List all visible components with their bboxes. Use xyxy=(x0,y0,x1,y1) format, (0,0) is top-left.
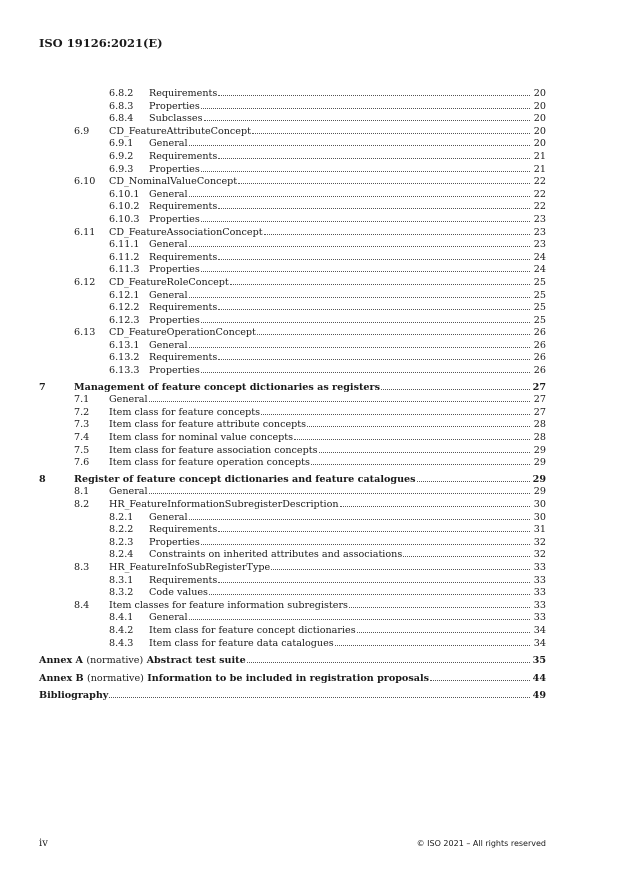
toc-entry[interactable] xyxy=(39,189,546,202)
toc-entry[interactable] xyxy=(39,352,546,365)
dot-leader xyxy=(247,662,530,663)
toc-entry-title xyxy=(149,290,530,303)
toc-entry-text: Requirements xyxy=(149,251,218,263)
toc-entry-number: 8.2.3 xyxy=(109,536,134,548)
toc-entry-number: 8.3 xyxy=(74,561,90,573)
dot-leader xyxy=(349,607,530,608)
dot-leader xyxy=(252,133,530,134)
toc-entry[interactable] xyxy=(39,394,546,407)
toc-entry[interactable] xyxy=(39,587,546,600)
dot-leader xyxy=(189,145,530,146)
toc-entry[interactable] xyxy=(39,537,546,550)
page-number: iv xyxy=(39,838,48,849)
toc-entry-text: CD_FeatureRoleConcept xyxy=(109,276,229,288)
toc-entry[interactable] xyxy=(39,432,546,445)
toc-entry-page: 20 xyxy=(533,113,546,125)
toc-entry-text: Requirements xyxy=(149,352,218,364)
toc-entry-page: 29 xyxy=(533,444,546,456)
toc-entry-text: Item class for feature concept dictionaries xyxy=(149,624,356,636)
toc-entry-page: 27 xyxy=(533,406,546,418)
toc-entry-title xyxy=(149,587,530,600)
toc-entry-page: 34 xyxy=(533,624,546,636)
toc-entry-title xyxy=(149,340,530,353)
toc-entry-page: 25 xyxy=(533,302,546,314)
toc-entry[interactable] xyxy=(39,214,546,227)
toc-entry-title xyxy=(149,252,530,265)
toc-entry-page: 22 xyxy=(533,188,546,200)
toc-entry-title xyxy=(109,486,530,499)
toc-entry-title xyxy=(149,524,530,537)
toc-entry-number: 7.3 xyxy=(74,419,90,431)
toc-entry-page: 32 xyxy=(533,549,546,561)
dot-leader xyxy=(335,645,530,646)
toc-annex-text xyxy=(39,673,430,686)
toc-entry-number: 7.2 xyxy=(74,406,90,418)
toc-entry[interactable] xyxy=(39,315,546,328)
dot-leader xyxy=(417,481,530,482)
toc-entry-title xyxy=(109,407,530,420)
toc-entry-number: 6.8.3 xyxy=(109,100,134,112)
toc-entry-title xyxy=(109,126,530,139)
toc-entry[interactable] xyxy=(39,549,546,562)
toc-entry[interactable] xyxy=(39,407,546,420)
toc-entry-title xyxy=(149,101,530,114)
toc-entry-number: 7.6 xyxy=(74,457,90,469)
toc-entry-text: Item class for feature data catalogues xyxy=(149,637,334,649)
toc-entry[interactable] xyxy=(39,201,546,214)
toc-entry-number: 6.11.2 xyxy=(109,251,140,263)
toc-entry-text: General xyxy=(149,188,188,200)
toc-entry-title xyxy=(149,138,530,151)
toc-entry-page: 22 xyxy=(533,176,546,188)
dot-leader xyxy=(340,506,530,507)
dot-leader xyxy=(218,531,530,532)
toc-entry-title xyxy=(149,201,530,214)
toc-entry-page: 34 xyxy=(533,637,546,649)
dot-leader xyxy=(218,158,530,159)
toc-entry-number: 6.8.4 xyxy=(109,113,134,125)
toc-entry[interactable] xyxy=(39,382,546,395)
annex-title: Abstract test suite xyxy=(146,655,246,667)
toc-entry-page: 29 xyxy=(533,457,546,469)
toc-entry-page: 27 xyxy=(533,394,546,406)
dot-leader xyxy=(201,372,530,373)
toc-entry[interactable] xyxy=(39,340,546,353)
toc-entry[interactable] xyxy=(39,176,546,189)
toc-entry[interactable] xyxy=(39,101,546,114)
toc-entry-title xyxy=(149,189,530,202)
toc-entry-title xyxy=(109,176,530,189)
toc-entry-title xyxy=(109,227,530,240)
toc-entry-number: 6.12.1 xyxy=(109,289,140,301)
toc-entry-number: 8.3.1 xyxy=(109,574,134,586)
toc-entry-title xyxy=(149,164,530,177)
toc-entry-title xyxy=(149,365,530,378)
toc-entry[interactable] xyxy=(39,113,546,126)
dot-leader xyxy=(209,594,530,595)
toc-entry[interactable] xyxy=(39,612,546,625)
toc-entry-number: 6.11 xyxy=(74,226,96,238)
toc-entry-text: Item class for feature concepts xyxy=(109,406,261,418)
toc-entry[interactable] xyxy=(39,239,546,252)
toc-entry-text: HR_FeatureInformationSubregisterDescription xyxy=(109,499,339,510)
toc-entry-title xyxy=(109,445,530,458)
toc-entry-page: 20 xyxy=(533,100,546,112)
toc-entry[interactable] xyxy=(39,302,546,315)
toc-entry[interactable] xyxy=(39,562,546,575)
toc-entry-page: 33 xyxy=(533,561,546,573)
toc-entry-number: 8.4.3 xyxy=(109,637,134,649)
dot-leader xyxy=(257,334,530,335)
toc-entry[interactable] xyxy=(39,88,546,101)
toc-entry-text: Properties xyxy=(149,264,200,276)
dot-leader xyxy=(218,582,530,583)
toc-entry-title xyxy=(149,88,530,101)
toc-entry-text: Properties xyxy=(149,213,200,225)
toc-entry-page: 26 xyxy=(533,352,546,364)
toc-entry[interactable] xyxy=(39,227,546,240)
toc-entry-title xyxy=(149,239,530,252)
toc-entry-page: 26 xyxy=(533,339,546,351)
toc-entry-number: 8.2.4 xyxy=(109,549,134,561)
toc-entry[interactable] xyxy=(39,524,546,537)
dot-leader xyxy=(357,632,530,633)
toc-annex-title xyxy=(39,673,530,686)
toc-entry-number: 8.4.2 xyxy=(109,624,134,636)
dot-leader xyxy=(201,271,530,272)
toc-entry-title xyxy=(149,549,530,562)
toc-entry-title xyxy=(109,277,530,290)
dot-leader xyxy=(294,439,530,440)
toc-entry-text: Item class for feature operation concepts xyxy=(109,457,310,469)
toc-annex-entry[interactable] xyxy=(39,655,546,668)
dot-leader xyxy=(189,347,530,348)
toc-entry[interactable] xyxy=(39,512,546,525)
toc-entry-page: 20 xyxy=(533,125,546,137)
toc-entry-title xyxy=(109,394,530,407)
toc-entry-page: 28 xyxy=(533,419,546,431)
toc-entry-page: 23 xyxy=(533,226,546,238)
toc-entry-number: 6.11.1 xyxy=(109,239,140,251)
toc-entry-text: Requirements xyxy=(149,88,218,99)
toc-annex-text xyxy=(39,655,247,668)
toc-entry-text: Requirements xyxy=(149,302,218,314)
toc-entry-page: 22 xyxy=(533,201,546,213)
toc-entry-text: General xyxy=(109,394,148,406)
dot-leader xyxy=(201,322,530,323)
toc-entry-title xyxy=(149,352,530,365)
toc-entry[interactable] xyxy=(39,575,546,588)
toc-entry[interactable] xyxy=(39,499,546,512)
dot-leader xyxy=(381,389,530,390)
toc-entry-number: 8.2.1 xyxy=(109,511,134,523)
toc-entry[interactable] xyxy=(39,419,546,432)
toc-entry-number: 6.10.2 xyxy=(109,201,140,213)
annex-title: Information to be included in registration proposals xyxy=(147,672,429,684)
copyright-notice: © ISO 2021 – All rights reserved xyxy=(416,839,546,848)
toc-entry-title xyxy=(109,327,530,340)
toc-entry-title xyxy=(149,151,530,164)
toc-entry-title xyxy=(149,302,530,315)
dot-leader xyxy=(238,183,530,184)
toc-entry-title xyxy=(149,625,530,638)
toc-entry-number: 7.1 xyxy=(74,394,90,406)
toc-entry-number: 6.8.2 xyxy=(109,88,134,99)
toc-entry[interactable] xyxy=(39,445,546,458)
dot-leader xyxy=(430,680,530,681)
toc-entry-page: 20 xyxy=(533,138,546,150)
toc-entry-number: 8.1 xyxy=(74,486,90,498)
annex-label: Bibliography xyxy=(39,690,109,702)
toc-entry-text: General xyxy=(149,289,188,301)
toc-entry-text: Requirements xyxy=(149,524,218,536)
toc-entry-text: Subclasses xyxy=(149,113,203,125)
toc-entry[interactable] xyxy=(39,457,546,470)
toc-entry-text: Code values xyxy=(149,587,208,599)
toc-entry-page: 24 xyxy=(533,251,546,263)
toc-entry-title xyxy=(109,562,530,575)
toc-entry-page: 26 xyxy=(533,365,546,377)
document-id: ISO 19126:2021(E) xyxy=(39,36,163,50)
toc-entry-text: Requirements xyxy=(149,201,218,213)
toc-entry[interactable] xyxy=(39,264,546,277)
toc-entry[interactable] xyxy=(39,126,546,139)
toc-entry-number: 8 xyxy=(39,473,46,485)
toc-entry-text: Item classes for feature information subregisters xyxy=(109,599,348,611)
toc-entry-title xyxy=(109,499,530,512)
toc-entry-page: 21 xyxy=(533,150,546,162)
toc-entry-number: 6.12.2 xyxy=(109,302,140,314)
toc-entry-page: 23 xyxy=(533,213,546,225)
toc-entry[interactable] xyxy=(39,290,546,303)
toc-entry-text: Requirements xyxy=(149,150,218,162)
dot-leader xyxy=(307,426,530,427)
annex-kind: (normative) xyxy=(87,672,144,684)
table-of-contents xyxy=(39,88,546,703)
toc-entry-title xyxy=(109,600,530,613)
toc-entry-number: 6.9 xyxy=(74,125,90,137)
toc-entry-number: 6.10.1 xyxy=(109,188,140,200)
dot-leader xyxy=(261,414,530,415)
toc-entry-text: Properties xyxy=(149,365,200,377)
toc-entry-text: CD_NominalValueConcept xyxy=(109,176,238,188)
toc-entry[interactable] xyxy=(39,164,546,177)
toc-entry[interactable] xyxy=(39,365,546,378)
toc-entry-title xyxy=(109,432,530,445)
toc-entry-text: Requirements xyxy=(149,574,218,586)
toc-entry-title xyxy=(149,264,530,277)
toc-entry-title xyxy=(109,419,530,432)
toc-annex-entry[interactable] xyxy=(39,673,546,686)
toc-annex-page: 35 xyxy=(532,655,546,667)
dot-leader xyxy=(218,208,530,209)
toc-entry-number: 6.11.3 xyxy=(109,264,140,276)
toc-entry-text: Register of feature concept dictionaries and feature catalogues xyxy=(74,473,416,485)
toc-entry-number: 7.4 xyxy=(74,432,90,444)
toc-entry-number: 8.2 xyxy=(74,499,90,510)
toc-entry-page: 30 xyxy=(533,499,546,510)
dot-leader xyxy=(201,171,530,172)
toc-entry-page: 25 xyxy=(533,276,546,288)
toc-entry-title xyxy=(149,512,530,525)
toc-entry-title xyxy=(149,638,530,651)
annex-kind: (normative) xyxy=(86,655,144,667)
toc-entry[interactable] xyxy=(39,625,546,638)
toc-entry-number: 6.9.3 xyxy=(109,163,134,175)
dot-leader xyxy=(189,619,530,620)
toc-entry-page: 23 xyxy=(533,239,546,251)
toc-entry-number: 8.4.1 xyxy=(109,612,134,624)
toc-entry-page: 30 xyxy=(533,511,546,523)
dot-leader xyxy=(218,359,530,360)
toc-entry-number: 6.13.3 xyxy=(109,365,140,377)
toc-entry-number: 6.9.1 xyxy=(109,138,134,150)
toc-entry-text: General xyxy=(149,239,188,251)
toc-entry[interactable] xyxy=(39,138,546,151)
toc-entry-page: 28 xyxy=(533,432,546,444)
toc-entry-page: 33 xyxy=(533,587,546,599)
toc-entry-page: 33 xyxy=(533,612,546,624)
toc-entry[interactable] xyxy=(39,600,546,613)
toc-entry-title xyxy=(149,113,530,126)
toc-entry-page: 25 xyxy=(533,314,546,326)
toc-entry-number: 8.4 xyxy=(74,599,90,611)
toc-entry-page: 24 xyxy=(533,264,546,276)
toc-annex-title xyxy=(39,655,530,668)
toc-entry-text: Management of feature concept dictionaries as registers xyxy=(74,381,380,393)
dot-leader xyxy=(201,221,530,222)
toc-entry-number: 6.10 xyxy=(74,176,96,188)
dot-leader xyxy=(230,284,530,285)
toc-entry-number: 6.13 xyxy=(74,327,96,339)
toc-annex-page: 49 xyxy=(532,690,546,702)
toc-entry-title xyxy=(149,612,530,625)
toc-entry-number: 6.13.1 xyxy=(109,339,140,351)
toc-entry-page: 21 xyxy=(533,163,546,175)
annex-label: Annex B xyxy=(39,672,84,684)
toc-entry-text: Properties xyxy=(149,100,200,112)
toc-entry[interactable] xyxy=(39,486,546,499)
dot-leader xyxy=(271,569,530,570)
dot-leader xyxy=(218,95,530,96)
dot-leader xyxy=(189,196,530,197)
toc-entry-page: 32 xyxy=(533,536,546,548)
toc-entry-text: Properties xyxy=(149,163,200,175)
toc-entry-page: 33 xyxy=(533,599,546,611)
toc-entry-page: 27 xyxy=(532,381,546,393)
toc-entry-title xyxy=(74,382,530,395)
toc-entry-number: 6.12.3 xyxy=(109,314,140,326)
toc-entry-number: 6.12 xyxy=(74,276,96,288)
toc-entry-title xyxy=(149,315,530,328)
toc-entry-page: 33 xyxy=(533,574,546,586)
toc-entry-number: 8.3.2 xyxy=(109,587,134,599)
toc-entry[interactable] xyxy=(39,252,546,265)
toc-annex-entry[interactable] xyxy=(39,690,546,703)
toc-entry-text: HR_FeatureInfoSubRegisterType xyxy=(109,561,271,573)
toc-entry-number: 7.5 xyxy=(74,444,90,456)
toc-entry-number: 6.13.2 xyxy=(109,352,140,364)
dot-leader xyxy=(311,464,530,465)
toc-entry-page: 31 xyxy=(533,524,546,536)
toc-entry-text: Properties xyxy=(149,536,200,548)
toc-entry[interactable] xyxy=(39,151,546,164)
dot-leader xyxy=(218,309,530,310)
toc-entry-number: 8.2.2 xyxy=(109,524,134,536)
dot-leader xyxy=(218,259,530,260)
dot-leader xyxy=(189,246,530,247)
toc-entry-number: 6.10.3 xyxy=(109,213,140,225)
toc-entry-title xyxy=(109,457,530,470)
dot-leader xyxy=(201,544,530,545)
toc-entry-title xyxy=(149,575,530,588)
toc-entry-text: CD_FeatureAssociationConcept xyxy=(109,226,263,238)
toc-entry-text: Item class for nominal value concepts xyxy=(109,432,294,444)
toc-annex-title xyxy=(39,690,530,703)
toc-annex-text xyxy=(39,690,109,703)
toc-annex-page: 44 xyxy=(532,672,546,684)
toc-entry-text: General xyxy=(109,486,148,498)
dot-leader xyxy=(201,108,530,109)
toc-entry-text: Constraints on inherited attributes and associations xyxy=(149,549,403,561)
toc-entry-title xyxy=(74,474,530,487)
toc-entry-number: 6.9.2 xyxy=(109,150,134,162)
toc-entry-page: 29 xyxy=(532,473,546,485)
annex-label: Annex A xyxy=(39,655,84,667)
toc-entry-text: CD_FeatureOperationConcept xyxy=(109,327,256,339)
toc-entry-text: Item class for feature attribute concepts xyxy=(109,419,307,431)
toc-entry[interactable] xyxy=(39,277,546,290)
dot-leader xyxy=(189,519,530,520)
toc-entry-title xyxy=(149,537,530,550)
dot-leader xyxy=(319,452,530,453)
toc-entry-page: 29 xyxy=(533,486,546,498)
toc-entry-page: 25 xyxy=(533,289,546,301)
toc-entry[interactable] xyxy=(39,474,546,487)
toc-entry-number: 7 xyxy=(39,381,46,393)
dot-leader xyxy=(204,120,530,121)
toc-entry-text: General xyxy=(149,511,188,523)
dot-leader xyxy=(109,697,530,698)
toc-entry-text: General xyxy=(149,339,188,351)
toc-entry-text: General xyxy=(149,138,188,150)
toc-entry-page: 26 xyxy=(533,327,546,339)
toc-entry-text: Properties xyxy=(149,314,200,326)
dot-leader xyxy=(149,493,530,494)
dot-leader xyxy=(189,297,530,298)
toc-entry[interactable] xyxy=(39,327,546,340)
dot-leader xyxy=(264,234,530,235)
toc-entry[interactable] xyxy=(39,638,546,651)
dot-leader xyxy=(403,556,530,557)
dot-leader xyxy=(149,401,530,402)
toc-entry-text: CD_FeatureAttributeConcept xyxy=(109,125,251,137)
toc-entry-text: Item class for feature association concepts xyxy=(109,444,318,456)
toc-entry-page: 20 xyxy=(533,88,546,99)
toc-entry-title xyxy=(149,214,530,227)
toc-entry-text: General xyxy=(149,612,188,624)
